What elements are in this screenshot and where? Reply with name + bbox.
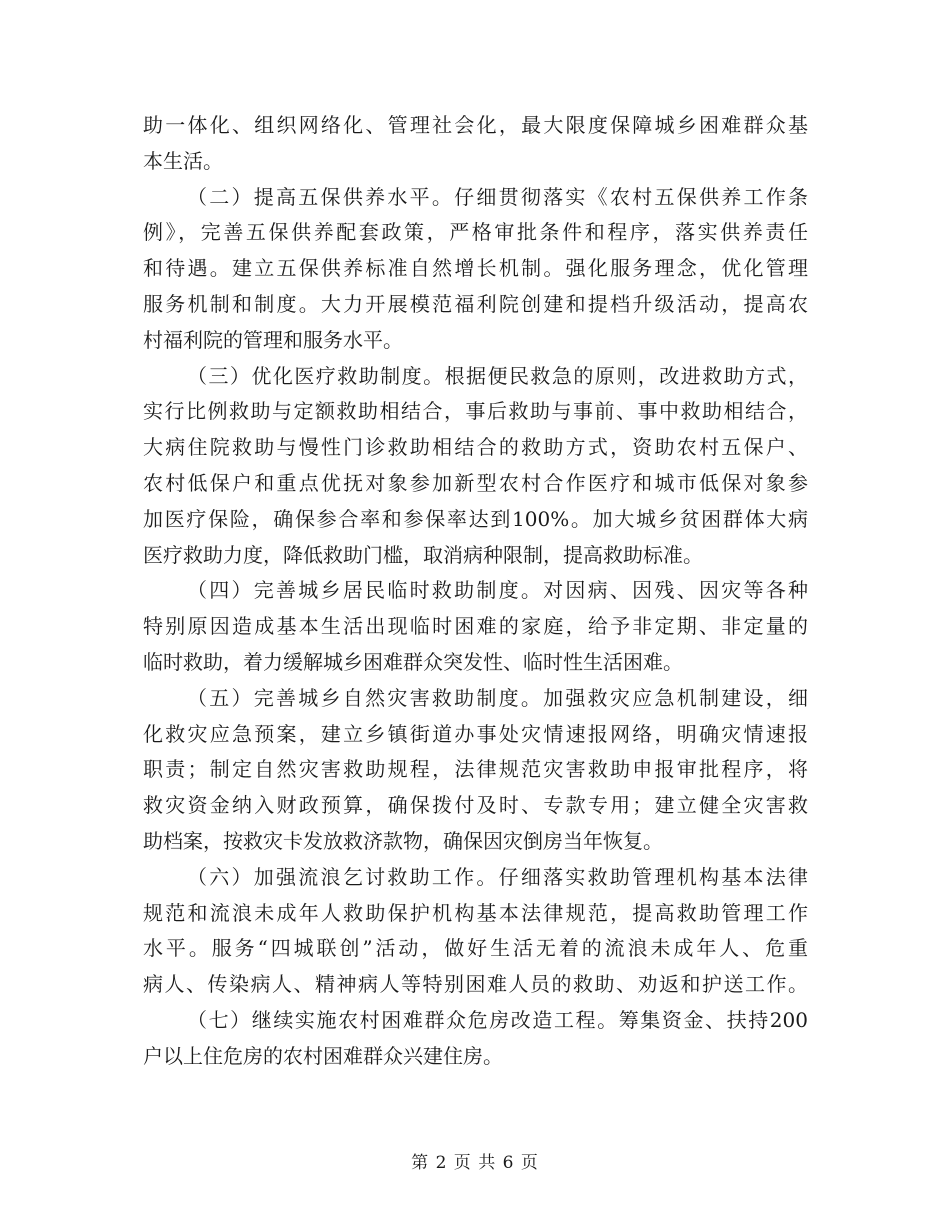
text-line: 规范和流浪未成年人救助保护机构基本法律规范，提高救助管理工作 xyxy=(143,900,808,925)
text-line: 实行比例救助与定额救助相结合，事后救助与事前、事中救助相结合， xyxy=(143,399,808,424)
text-line: （五）完善城乡自然灾害救助制度。加强救灾应急机制建设，细 xyxy=(187,685,808,710)
text-line: （七）继续实施农村困难群众危房改造工程。筹集资金、扶持200 xyxy=(187,1007,808,1032)
text-line: 医疗救助力度，降低救助门槛，取消病种限制，提高救助标准。 xyxy=(143,542,703,567)
text-line: （二）提高五保供养水平。仔细贯彻落实《农村五保供养工作条 xyxy=(187,184,808,209)
text-line: 助一体化、组织网络化、管理社会化，最大限度保障城乡困难群众基 xyxy=(143,113,808,137)
text-line: 助档案，按救灾卡发放救济款物，确保因灾倒房当年恢复。 xyxy=(143,828,663,853)
text-line: 临时救助，着力缓解城乡困难群众突发性、临时性生活困难。 xyxy=(143,649,683,674)
text-line: 服务机制和制度。大力开展模范福利院创建和提档升级活动，提高农 xyxy=(143,291,808,316)
text-line: 农村低保户和重点优抚对象参加新型农村合作医疗和城市低保对象参 xyxy=(143,470,808,495)
text-line: （六）加强流浪乞讨救助工作。仔细落实救助管理机构基本法律 xyxy=(187,864,808,889)
text-line: 加医疗保险，确保参合率和参保率达到100%。加大城乡贫困群体大病 xyxy=(143,506,808,531)
document-body xyxy=(143,108,808,1075)
text-line: 户以上住危房的农村困难群众兴建住房。 xyxy=(143,1043,503,1068)
text-line: 水平。服务“四城联创”活动，做好生活无着的流浪未成年人、危重 xyxy=(143,936,808,961)
text-line: 例》，完善五保供养配套政策，严格审批条件和程序，落实供养责任 xyxy=(143,220,808,245)
text-line: 村福利院的管理和服务水平。 xyxy=(143,327,403,352)
text-line: 和待遇。建立五保供养标准自然增长机制。强化服务理念，优化管理 xyxy=(143,256,808,281)
text-line: （四）完善城乡居民临时救助制度。对因病、因残、因灾等各种 xyxy=(187,578,808,603)
text-line: 大病住院救助与慢性门诊救助相结合的救助方式，资助农村五保户、 xyxy=(143,435,808,460)
text-line: （三）优化医疗救助制度。根据便民救急的原则，改进救助方式， xyxy=(187,363,808,388)
text-line: 职责；制定自然灾害救助规程，法律规范灾害救助申报审批程序，将 xyxy=(143,757,808,782)
text-line: 特别原因造成基本生活出现临时困难的家庭，给予非定期、非定量的 xyxy=(143,614,808,639)
page-footer: 第 2 页 共 6 页 xyxy=(411,1153,539,1173)
text-line: 救灾资金纳入财政预算，确保拨付及时、专款专用；建立健全灾害救 xyxy=(143,793,808,818)
text-line: 本生活。 xyxy=(143,148,223,173)
text-line: 病人、传染病人、精神病人等特别困难人员的救助、劝返和护送工作。 xyxy=(143,972,808,997)
text-line: 化救灾应急预案，建立乡镇街道办事处灾情速报网络，明确灾情速报 xyxy=(143,721,808,746)
